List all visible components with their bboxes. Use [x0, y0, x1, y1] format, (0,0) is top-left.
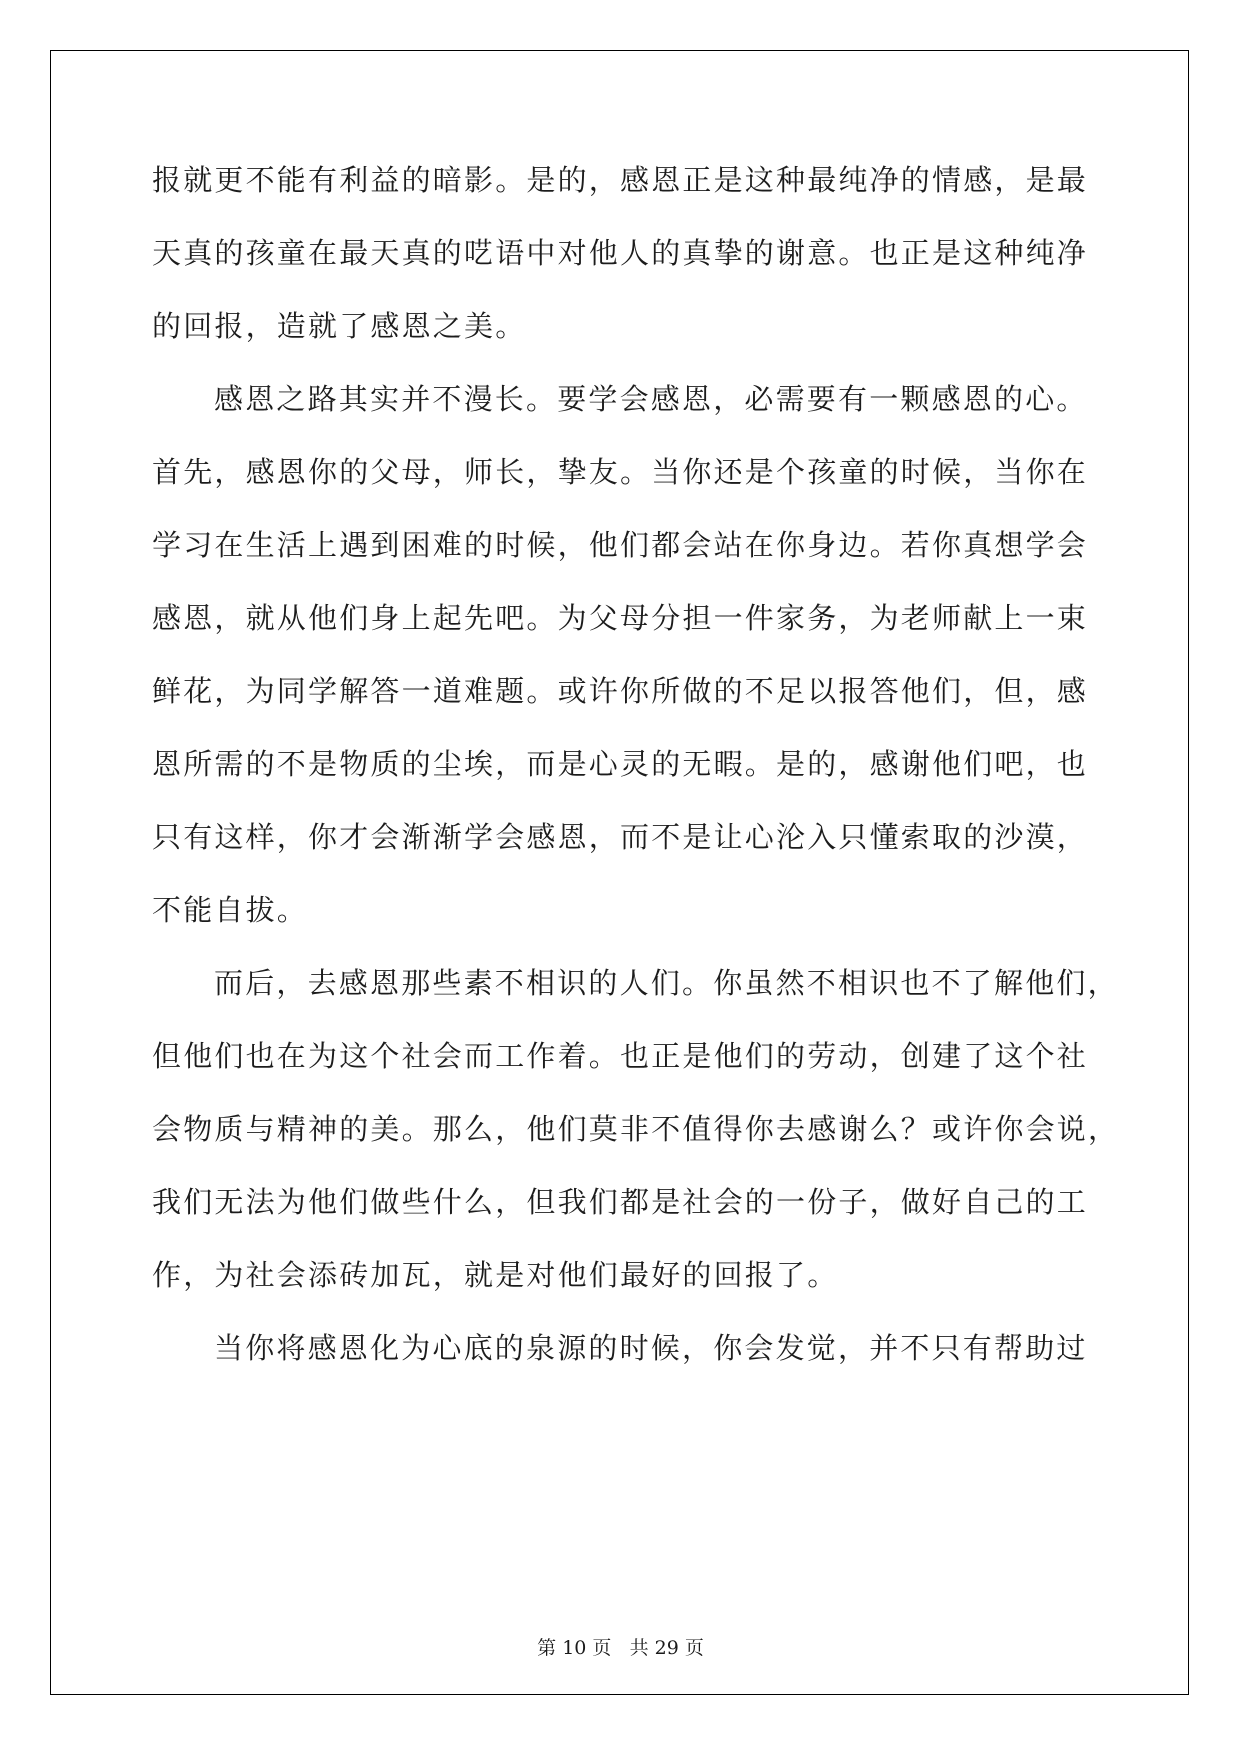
paragraph-first-line: 当你将感恩化为心底的泉源的时候，你会发觉，并不只有帮助过 — [214, 1331, 1088, 1365]
page-footer — [0, 1636, 1241, 1660]
page-number: 第 10 页 — [537, 1637, 612, 1659]
text-line: 天真的孩童在最天真的呓语中对他人的真挚的谢意。也正是这种纯净 — [152, 236, 1089, 270]
text-line: 会物质与精神的美。那么，他们莫非不值得你去感谢么？或许你会说， — [152, 1112, 1120, 1146]
text-line: 报就更不能有利益的暗影。是的，感恩正是这种最纯净的情感，是最 — [152, 163, 1089, 197]
paragraph-first-line: 感恩之路其实并不漫长。要学会感恩，必需要有一颗感恩的心。 — [214, 382, 1088, 416]
text-line: 首先，感恩你的父母，师长，挚友。当你还是个孩童的时候，当你在 — [152, 455, 1089, 489]
text-line: 我们无法为他们做些什么，但我们都是社会的一份子，做好自己的工 — [152, 1185, 1089, 1219]
text-line: 但他们也在为这个社会而工作着。也正是他们的劳动，创建了这个社 — [152, 1039, 1089, 1073]
text-line: 恩所需的不是物质的尘埃，而是心灵的无暇。是的，感谢他们吧，也 — [152, 747, 1089, 781]
page-total: 共 29 页 — [629, 1637, 704, 1659]
text-line: 不能自拔。 — [152, 893, 309, 927]
text-line: 鲜花，为同学解答一道难题。或许你所做的不足以报答他们，但，感 — [152, 674, 1089, 708]
text-line: 作，为社会添砖加瓦，就是对他们最好的回报了。 — [152, 1258, 839, 1292]
text-line: 感恩，就从他们身上起先吧。为父母分担一件家务，为老师献上一束 — [152, 601, 1089, 635]
page-border — [50, 50, 1189, 1695]
paragraph-first-line: 而后，去感恩那些素不相识的人们。你虽然不相识也不了解他们， — [214, 966, 1119, 1000]
text-line: 只有这样，你才会渐渐学会感恩，而不是让心沦入只懂索取的沙漠， — [152, 820, 1089, 854]
text-line: 的回报，造就了感恩之美。 — [152, 309, 527, 343]
text-line: 学习在生活上遇到困难的时候，他们都会站在你身边。若你真想学会 — [152, 528, 1089, 562]
